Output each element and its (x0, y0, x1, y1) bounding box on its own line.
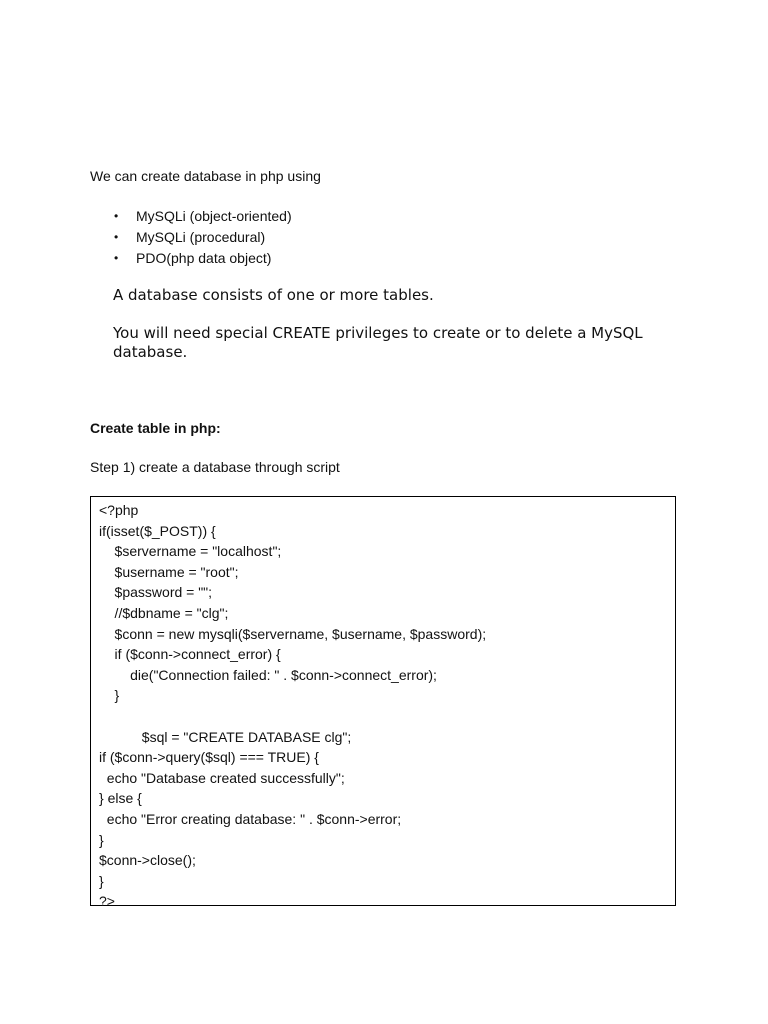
bullet-icon: • (114, 230, 119, 244)
code-line: if ($conn->query($sql) === TRUE) { (99, 749, 319, 766)
code-line: ?> (99, 893, 115, 910)
paragraph-privileges: You will need special CREATE privileges to create or to delete a MySQL database. (113, 324, 643, 361)
code-line: } (99, 872, 104, 889)
code-line: $servername = "localhost"; (99, 543, 282, 560)
list-item-label: MySQLi (procedural) (136, 229, 266, 245)
code-line: if ($conn->connect_error) { (99, 646, 281, 663)
list-item-label: MySQLi (object-oriented) (136, 208, 292, 224)
section-heading: Create table in php: (90, 420, 221, 436)
code-line: die("Connection failed: " . $conn->connect_error); (99, 666, 437, 683)
step-text: Step 1) create a database through script (90, 459, 340, 475)
code-line: $conn->close(); (99, 852, 196, 869)
bullet-icon: • (114, 251, 119, 265)
list-item-label: PDO(php data object) (136, 250, 272, 266)
list-item (90, 206, 292, 227)
code-block (90, 496, 676, 910)
code-line: echo "Error creating database: " . $conn->error; (99, 810, 402, 827)
bullet-icon: • (114, 209, 119, 223)
code-line: if(isset($_POST)) { (99, 522, 216, 539)
intro-text: We can create database in php using (90, 168, 321, 184)
code-line (99, 706, 667, 727)
paragraph-tables: A database consists of one or more tables. (113, 286, 434, 304)
code-line: } else { (99, 790, 142, 807)
code-line: $conn = new mysqli($servername, $username, $password); (99, 625, 487, 642)
code-line: <?php (99, 502, 139, 518)
code-line: } (99, 831, 104, 848)
code-line: echo "Database created successfully"; (99, 769, 345, 786)
code-line: $password = ""; (99, 584, 213, 601)
methods-list (90, 206, 292, 269)
code-line: $sql = "CREATE DATABASE clg"; (99, 728, 352, 745)
code-line: $username = "root"; (99, 563, 239, 580)
code-line: //$dbname = "clg"; (99, 604, 229, 621)
list-item (90, 248, 292, 269)
list-item (90, 227, 292, 248)
code-line: } (99, 687, 120, 704)
